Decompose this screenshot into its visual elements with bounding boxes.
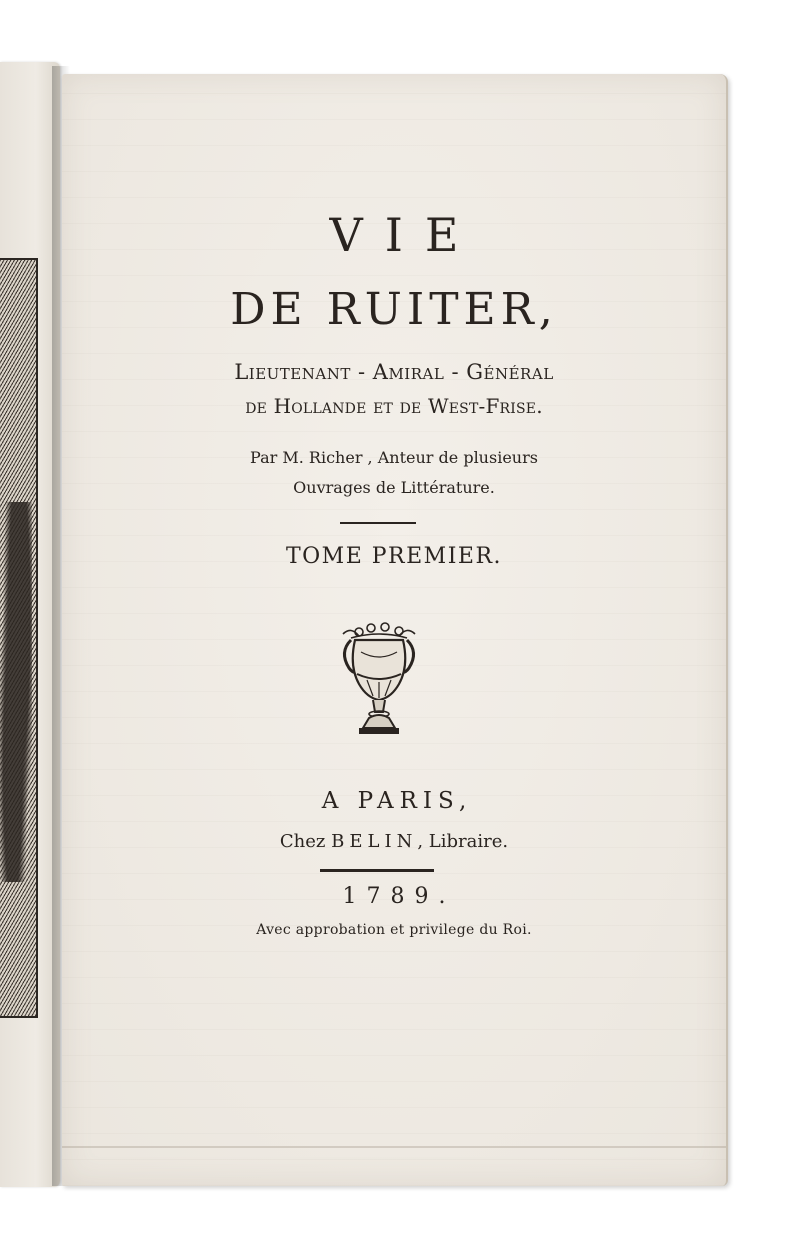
engraving-figure <box>0 502 32 882</box>
divider-rule <box>340 522 416 524</box>
title-vie: VIE <box>329 208 481 262</box>
imprint-year: 1789. <box>342 884 456 909</box>
volume-label: TOME PREMIER. <box>285 544 503 569</box>
publisher-name: BELIN <box>331 831 418 852</box>
title-page <box>62 74 728 1186</box>
subtitle-region: de Hollande et de West-Frise. <box>245 394 543 418</box>
author-line: Par M. Richer , Anteur de plusieurs <box>250 448 538 467</box>
imprint-place: A PARIS, <box>321 788 473 814</box>
title-de-ruiter: DE RUITER, <box>230 284 558 335</box>
frontispiece-page <box>0 62 60 1187</box>
imprint-rule <box>320 869 434 872</box>
urn-vase-icon <box>337 622 421 742</box>
imprint-publisher <box>62 831 726 852</box>
subtitle-rank: Lieutenant - Amiral - Général <box>234 360 554 384</box>
publisher-suffix: , Libraire. <box>417 831 509 852</box>
page-fold-line <box>62 1146 726 1148</box>
publisher-prefix: Chez <box>279 831 332 852</box>
author-works-line: Ouvrages de Littérature. <box>293 478 495 497</box>
royal-privilege: Avec approbation et privilege du Roi. <box>256 922 532 938</box>
